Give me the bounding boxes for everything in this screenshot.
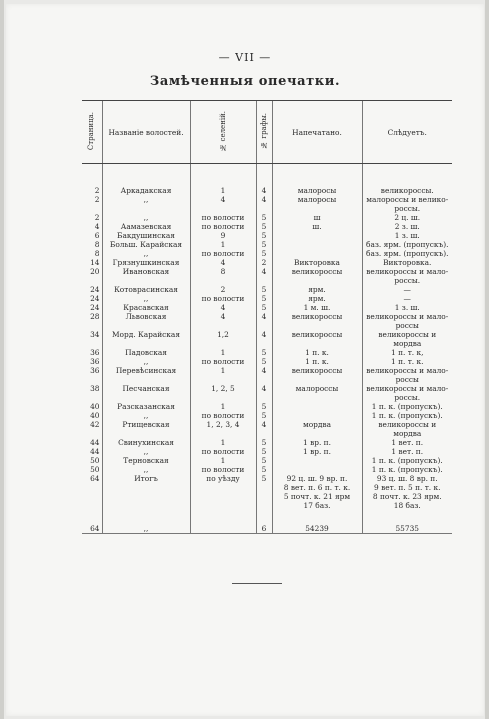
- column-cell: 5: [256, 240, 272, 249]
- correct-cell: 93 ц. ш. 8 вр. п. 9 вет. п. 5 п. т. к. 8 почт. к. 23 ярм. 18 баз.: [362, 474, 452, 510]
- table-row: [82, 258, 452, 267]
- printed-cell: 54239: [272, 510, 362, 534]
- page-cell: 36: [90, 348, 100, 357]
- correct-cell: 55735: [362, 510, 452, 534]
- correct-cell: 1 п. к. (пропускъ).: [362, 465, 452, 474]
- table-row: [82, 231, 452, 240]
- correct-cell: великороссы и мало- россы: [362, 312, 452, 330]
- correct-cell: Викторовка.: [362, 258, 452, 267]
- table-row: [82, 222, 452, 231]
- correct-cell: баз. ярм. (пропускъ).: [362, 240, 452, 249]
- printed-cell: [272, 456, 362, 465]
- volost-cell: Перевѣсинская: [102, 366, 190, 384]
- header-settlement: № селеній.: [190, 101, 256, 164]
- printed-cell: [272, 249, 362, 258]
- settlement-cell: 8: [190, 267, 256, 285]
- column-cell: 5: [256, 249, 272, 258]
- volost-cell: Ивановская: [102, 267, 190, 285]
- bottom-rule: [232, 583, 282, 584]
- settlement-cell: [190, 510, 256, 534]
- correct-cell: 1 п. т. к.: [362, 357, 452, 366]
- column-cell: 5: [256, 456, 272, 465]
- page-cell: 24: [90, 294, 100, 303]
- settlement-cell: 1: [190, 438, 256, 447]
- table-row: [82, 510, 452, 534]
- correct-cell: великороссы и мордва: [362, 420, 452, 438]
- page-cell: 4: [94, 222, 100, 231]
- printed-cell: великороссы: [272, 312, 362, 330]
- settlement-cell: 4: [190, 303, 256, 312]
- page-number: — VII —: [218, 51, 272, 64]
- header-correct: Слѣдуетъ.: [362, 101, 452, 164]
- header-volost: Названіе волостей.: [102, 101, 190, 164]
- printed-cell: Викторовка: [272, 258, 362, 267]
- printed-cell: 1 м. ш.: [272, 303, 362, 312]
- volost-cell: ,,: [102, 510, 190, 534]
- column-cell: 5: [256, 303, 272, 312]
- page-cell: 64: [82, 510, 102, 534]
- printed-cell: малоросы: [272, 186, 362, 195]
- correct-cell: 1 п. к. (пропускъ).: [362, 456, 452, 465]
- column-cell: 5: [256, 411, 272, 420]
- printed-cell: великороссы: [272, 330, 362, 348]
- page-cell: 24: [90, 285, 100, 294]
- table-row: [82, 294, 452, 303]
- table-row: [82, 465, 452, 474]
- scan-edge-left: [0, 0, 4, 719]
- printed-cell: ярм.: [272, 285, 362, 294]
- settlement-cell: 1, 2, 3, 4: [190, 420, 256, 438]
- volost-cell: Красавская: [102, 303, 190, 312]
- page-cell: 14: [90, 258, 100, 267]
- volost-cell: Разсказанская: [102, 402, 190, 411]
- table-row: [82, 312, 452, 330]
- printed-cell: [272, 402, 362, 411]
- settlement-cell: 4: [190, 312, 256, 330]
- volost-cell: Аркадакская: [102, 186, 190, 195]
- correct-cell: великороссы и мордва: [362, 330, 452, 348]
- column-cell: 5: [256, 213, 272, 222]
- page-cell: 2: [94, 186, 100, 195]
- settlement-cell: по волости: [190, 222, 256, 231]
- correct-cell: баз. ярм. (пропускъ).: [362, 249, 452, 258]
- header-page: Страница.: [82, 101, 102, 164]
- settlement-cell: по волости: [190, 357, 256, 366]
- settlement-cell: 4: [190, 195, 256, 213]
- printed-cell: мордва: [272, 420, 362, 438]
- column-cell: 4: [256, 330, 272, 348]
- settlement-cell: 1: [190, 240, 256, 249]
- column-cell: 5: [256, 294, 272, 303]
- settlement-cell: 1, 2, 5: [190, 384, 256, 402]
- column-cell: 6: [256, 510, 272, 534]
- volost-cell: Песчанская: [102, 384, 190, 402]
- volost-cell: Падовская: [102, 348, 190, 357]
- table-row: [82, 330, 452, 348]
- volost-cell: Львовская: [102, 312, 190, 330]
- printed-cell: ш: [272, 213, 362, 222]
- volost-cell: Итогъ: [102, 474, 190, 510]
- page-cell: 64: [90, 474, 100, 483]
- volost-cell: ,,: [102, 249, 190, 258]
- correct-cell: 2 ц. ш.: [362, 213, 452, 222]
- printed-cell: 1 п. к.: [272, 348, 362, 357]
- page-cell: 50: [90, 465, 100, 474]
- volost-cell: ,,: [102, 213, 190, 222]
- table-row: [82, 438, 452, 447]
- table-row: [82, 303, 452, 312]
- correct-cell: великороссы и мало- россы: [362, 366, 452, 384]
- volost-cell: Ртищевская: [102, 420, 190, 438]
- table-row: [82, 249, 452, 258]
- settlement-cell: 1,2: [190, 330, 256, 348]
- column-cell: 5: [256, 474, 272, 510]
- volost-cell: ,,: [102, 357, 190, 366]
- correct-cell: 1 вет. п.: [362, 447, 452, 456]
- correct-cell: —: [362, 285, 452, 294]
- settlement-cell: 1: [190, 348, 256, 357]
- printed-cell: [272, 240, 362, 249]
- column-cell: 4: [256, 312, 272, 330]
- column-cell: 5: [256, 438, 272, 447]
- table-row: [82, 186, 452, 195]
- printed-cell: 92 ц. ш. 9 вр. п. 8 вет. п. 6 п. т. к. 5 почт. к. 21 ярм 17 баз.: [272, 474, 362, 510]
- settlement-cell: 1: [190, 456, 256, 465]
- settlement-cell: 9: [190, 231, 256, 240]
- settlement-cell: по волости: [190, 294, 256, 303]
- page-cell: 34: [90, 330, 100, 339]
- table-row: [82, 411, 452, 420]
- page-cell: 28: [90, 312, 100, 321]
- table-row: [82, 357, 452, 366]
- correct-cell: 1 вет. п.: [362, 438, 452, 447]
- page-cell: 36: [90, 366, 100, 375]
- volost-cell: Морд. Карайская: [102, 330, 190, 348]
- settlement-cell: 1: [190, 402, 256, 411]
- volost-cell: ,,: [102, 411, 190, 420]
- correct-cell: 1 з. ш.: [362, 303, 452, 312]
- column-cell: 5: [256, 402, 272, 411]
- page-title: Замѣченныя опечатки.: [149, 74, 341, 89]
- volost-cell: Аамазевская: [102, 222, 190, 231]
- table-row: [82, 195, 452, 213]
- settlement-cell: по уѣзду: [190, 474, 256, 510]
- page-cell: 2: [94, 195, 100, 204]
- volost-cell: ,,: [102, 195, 190, 213]
- volost-cell: Свинухинская: [102, 438, 190, 447]
- printed-cell: великороссы: [272, 366, 362, 384]
- table-row: [82, 402, 452, 411]
- page-cell: 44: [90, 447, 100, 456]
- settlement-cell: 1: [190, 186, 256, 195]
- table-row: [82, 384, 452, 402]
- settlement-cell: по волости: [190, 411, 256, 420]
- settlement-cell: 2: [190, 285, 256, 294]
- page-cell: 8: [94, 249, 100, 258]
- settlement-cell: 1: [190, 366, 256, 384]
- correct-cell: 1 з. ш.: [362, 231, 452, 240]
- volost-cell: ,,: [102, 294, 190, 303]
- table-row: [82, 267, 452, 285]
- column-cell: 5: [256, 357, 272, 366]
- printed-cell: [272, 465, 362, 474]
- table-row: [82, 456, 452, 465]
- table-body: [82, 164, 452, 534]
- printed-cell: великороссы: [272, 267, 362, 285]
- page-cell: 38: [90, 384, 100, 393]
- correct-cell: великороссы и мало- россы.: [362, 267, 452, 285]
- settlement-cell: 4: [190, 258, 256, 267]
- correct-cell: великороссы.: [362, 186, 452, 195]
- page-cell: 24: [90, 303, 100, 312]
- column-cell: 4: [256, 384, 272, 402]
- column-cell: 4: [256, 267, 272, 285]
- settlement-cell: по волости: [190, 249, 256, 258]
- table-row: [82, 240, 452, 249]
- table-row: [82, 213, 452, 222]
- volost-cell: ,,: [102, 447, 190, 456]
- header-column-no: № графы.: [256, 101, 272, 164]
- scan-edge-right: [485, 0, 489, 719]
- printed-cell: ш.: [272, 222, 362, 231]
- correct-cell: великороссы и мало- россы.: [362, 384, 452, 402]
- table-row: [82, 447, 452, 456]
- column-cell: 5: [256, 447, 272, 456]
- volost-cell: Грязнушкинская: [102, 258, 190, 267]
- column-cell: 4: [256, 366, 272, 384]
- printed-cell: малоросы: [272, 195, 362, 213]
- settlement-cell: по волости: [190, 447, 256, 456]
- printed-cell: 1 вр. п.: [272, 447, 362, 456]
- page-cell: 40: [90, 402, 100, 411]
- correct-cell: 1 п. т. к,: [362, 348, 452, 357]
- printed-cell: 1 п. к.: [272, 357, 362, 366]
- correct-cell: 1 п. к. (пропускъ).: [362, 411, 452, 420]
- page-cell: 44: [90, 438, 100, 447]
- correct-cell: —: [362, 294, 452, 303]
- correct-cell: 2 з. ш.: [362, 222, 452, 231]
- volost-cell: Бакдушинская: [102, 231, 190, 240]
- printed-cell: малороссы: [272, 384, 362, 402]
- document-page: [6, 4, 484, 716]
- settlement-cell: по волости: [190, 213, 256, 222]
- page-cell: 50: [90, 456, 100, 465]
- table-row: [82, 285, 452, 294]
- column-cell: 2: [256, 258, 272, 267]
- printed-cell: [272, 411, 362, 420]
- column-cell: 4: [256, 186, 272, 195]
- correct-cell: 1 п. к. (пропускъ).: [362, 402, 452, 411]
- correct-cell: малороссы и велико- россы.: [362, 195, 452, 213]
- volost-cell: Больш. Карайская: [102, 240, 190, 249]
- page-cell: 42: [90, 420, 100, 429]
- column-cell: 5: [256, 348, 272, 357]
- printed-cell: [272, 231, 362, 240]
- errata-table: [82, 100, 452, 534]
- column-cell: 5: [256, 231, 272, 240]
- header-printed: Напечатано.: [272, 101, 362, 164]
- page-cell: 6: [94, 231, 100, 240]
- page-cell: 36: [90, 357, 100, 366]
- table-row: [82, 474, 452, 510]
- printed-cell: 1 вр. п.: [272, 438, 362, 447]
- column-cell: 5: [256, 285, 272, 294]
- table-row: [82, 366, 452, 384]
- settlement-cell: по волости: [190, 465, 256, 474]
- column-cell: 5: [256, 222, 272, 231]
- volost-cell: Котоврасинская: [102, 285, 190, 294]
- page-cell: 2: [94, 213, 100, 222]
- column-cell: 4: [256, 420, 272, 438]
- page-cell: 20: [90, 267, 100, 276]
- column-cell: 4: [256, 195, 272, 213]
- table-row: [82, 420, 452, 438]
- volost-cell: ,,: [102, 465, 190, 474]
- column-cell: 5: [256, 465, 272, 474]
- page-cell: 40: [90, 411, 100, 420]
- table-row: [82, 348, 452, 357]
- page-cell: 8: [94, 240, 100, 249]
- table-header-row: [82, 101, 452, 164]
- volost-cell: Терновская: [102, 456, 190, 465]
- printed-cell: ярм.: [272, 294, 362, 303]
